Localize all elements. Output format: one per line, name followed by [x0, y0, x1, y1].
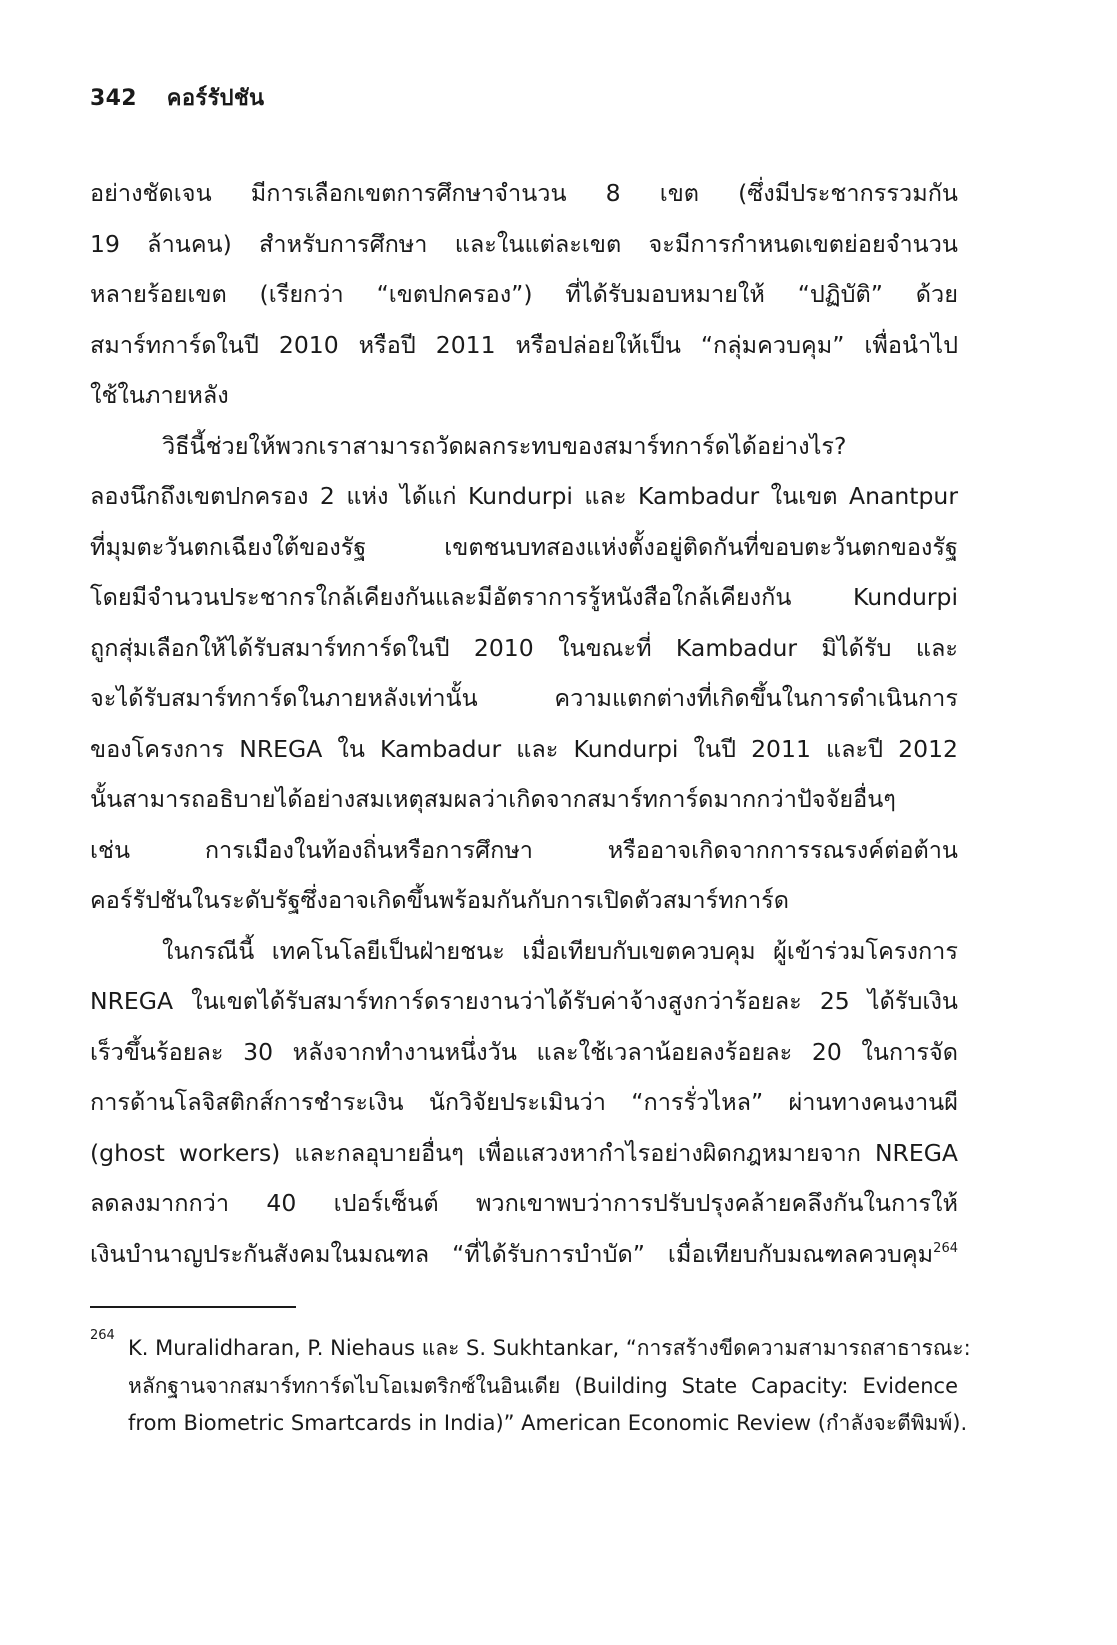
text-line: NREGA ในเขตได้รับสมาร์ทการ์ดรายงานว่าได้รับค่าจ้างสูงกว่าร้อยละ 25 ได้รับเงิน [90, 987, 958, 1015]
footnote-divider [90, 1306, 296, 1308]
paragraph-2 [90, 421, 958, 926]
text-line: ที่มุมตะวันตกเฉียงใต้ของรัฐ เขตชนบทสองแห่งตั้งอยู่ติดกันที่ขอบตะวันตกของรัฐ [90, 532, 958, 561]
text-line: จะได้รับสมาร์ทการ์ดในภายหลังเท่านั้น ความแตกต่างที่เกิดขึ้นในการดำเนินการ [90, 684, 958, 712]
text-line: ใช้ในภายหลัง [90, 381, 229, 409]
page-number: 342 [90, 86, 137, 111]
running-title: คอร์รัปชัน [166, 86, 265, 111]
running-header [90, 80, 264, 115]
footnote-reference[interactable]: 264 [933, 1240, 958, 1256]
text-line: สมาร์ทการ์ดในปี 2010 หรือปี 2011 หรือปล่อยให้เป็น “กลุ่มควบคุม” เพื่อนำไป [90, 330, 958, 359]
text-line: คอร์รัปชันในระดับรัฐซึ่งอาจเกิดขึ้นพร้อมกันกับการเปิดตัวสมาร์ทการ์ด [90, 886, 790, 914]
text-line: 19 ล้านคน) สำหรับการศึกษา และในแต่ละเขต จะมีการกำหนดเขตย่อยจำนวน [90, 229, 958, 258]
text-line: เร็วขึ้นร้อยละ 30 หลังจากทำงานหนึ่งวัน และใช้เวลาน้อยลงร้อยละ 20 ในการจัด [90, 1037, 958, 1066]
paragraph-1 [90, 168, 958, 421]
footnote-line: K. Muralidharan, P. Niehaus และ S. Sukhtankar, “การสร้างขีดความสามารถสาธารณะ: [128, 1336, 971, 1360]
text-line: ลดลงมากกว่า 40 เปอร์เซ็นต์ พวกเขาพบว่าการปรับปรุงคล้ายคลึงกันในการให้ [90, 1189, 958, 1217]
text-line: ลองนึกถึงเขตปกครอง 2 แห่ง ได้แก่ Kundurpi และ Kambadur ในเขต Anantpur [90, 482, 958, 510]
text-line: การด้านโลจิสติกส์การชำระเงิน นักวิจัยประเมินว่า “การรั่วไหล” ผ่านทางคนงานผี [90, 1088, 958, 1116]
footnote-line: from Biometric Smartcards in India)” American Economic Review (กำลังจะตีพิมพ์). [128, 1411, 968, 1435]
footnote-marker: 264 [90, 1328, 115, 1343]
text-line: เช่น การเมืองในท้องถิ่นหรือการศึกษา หรืออาจเกิดจากการรณรงค์ต่อต้าน [90, 835, 958, 864]
text-line: ถูกสุ่มเลือกให้ได้รับสมาร์ทการ์ดในปี 2010 ในขณะที่ Kambadur มิได้รับ และ [90, 633, 958, 662]
body-text [90, 168, 958, 1279]
paragraph-3 [90, 926, 958, 1280]
text-line: ของโครงการ NREGA ใน Kambadur และ Kundurpi ในปี 2011 และปี 2012 [90, 734, 958, 763]
text-line: หลายร้อยเขต (เรียกว่า “เขตปกครอง”) ที่ได้รับมอบหมายให้ “ปฏิบัติ” ด้วย [90, 280, 958, 308]
text-line: ในกรณีนี้ เทคโนโลยีเป็นฝ่ายชนะ เมื่อเทียบกับเขตควบคุม ผู้เข้าร่วมโครงการ [162, 936, 958, 965]
text-line: วิธีนี้ช่วยให้พวกเราสามารถวัดผลกระทบของสมาร์ทการ์ดได้อย่างไร? [162, 431, 847, 460]
text-line: อย่างชัดเจน มีการเลือกเขตการศึกษาจำนวน 8 เขต (ซึ่งมีประชากรรวมกัน [90, 179, 958, 207]
text-line: (ghost workers) และกลอุบายอื่นๆ เพื่อแสวงหากำไรอย่างผิดกฎหมายจาก NREGA [90, 1138, 958, 1167]
text-line: เงินบำนาญประกันสังคมในมณฑล “ที่ได้รับการบำบัด” เมื่อเทียบกับมณฑลควบคุม [90, 1239, 934, 1268]
text-line: นั้นสามารถอธิบายได้อย่างสมเหตุสมผลว่าเกิดจากสมาร์ทการ์ดมากกว่าปัจจัยอื่นๆ [90, 785, 896, 813]
text-line-with-ref [90, 1229, 958, 1280]
footnote-line: หลักฐานจากสมาร์ทการ์ดไบโอเมตริกซ์ในอินเดีย (Building State Capacity: Evidence [128, 1373, 958, 1398]
text-line: โดยมีจำนวนประชากรใกล้เคียงกันและมีอัตราการรู้หนังสือใกล้เคียงกัน Kundurpi [90, 583, 958, 611]
footnote [90, 1328, 971, 1443]
